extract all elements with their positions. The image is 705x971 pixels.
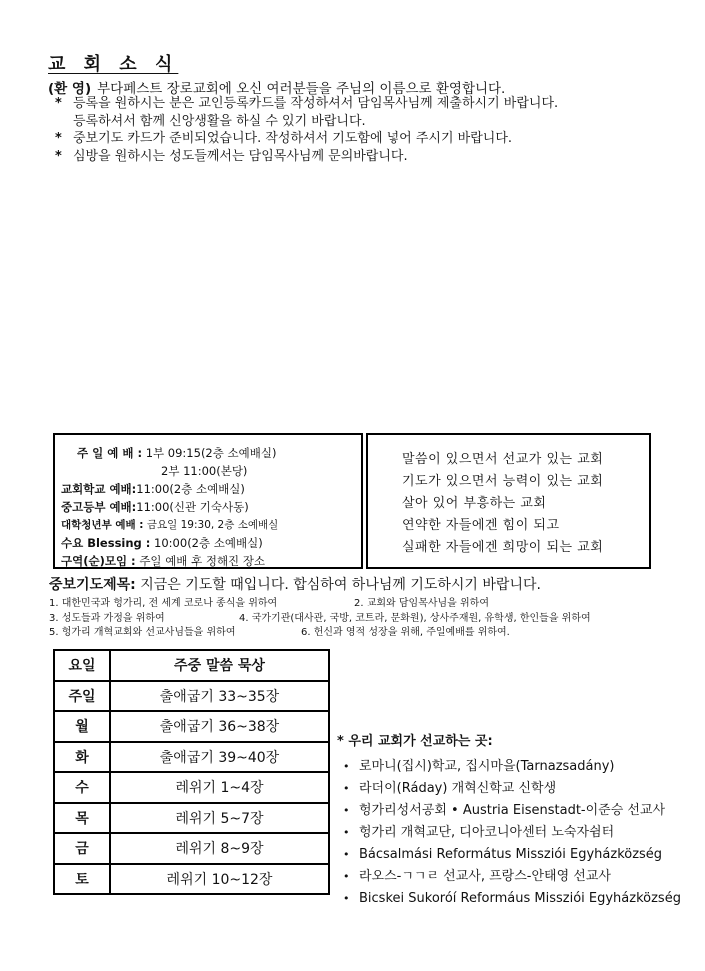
table-row bbox=[54, 711, 329, 742]
table-row bbox=[54, 864, 329, 895]
prayer-list bbox=[49, 597, 591, 641]
notice-text: 등록하셔서 함께 신앙생활을 하실 수 있기 바랍니다. bbox=[73, 113, 366, 129]
notice-text: 중보기도 카드가 준비되었습니다. 작성하셔서 기도함에 넣어 주시기 바랍니다. bbox=[73, 131, 513, 146]
header-reading: 주중 말씀 묵상 bbox=[110, 650, 329, 681]
schedule-value: 10:00(2층 소예배실) bbox=[154, 536, 263, 550]
schedule-row bbox=[55, 480, 361, 498]
schedule-row bbox=[55, 462, 361, 480]
church-motto-box bbox=[366, 433, 651, 569]
motto-line: 말씀이 있으면서 선교가 있는 교회 bbox=[402, 452, 604, 467]
prayer-item: 4. 국가기관(대사관, 국방, 코트라, 문화원), 상사주재원, 유학생, 한인들을 위하여 bbox=[239, 612, 591, 624]
reading-cell: 레위기 8~9장 bbox=[110, 833, 329, 864]
notice-item bbox=[55, 130, 558, 148]
motto-line: 살아 있어 부흥하는 교회 bbox=[402, 496, 547, 511]
star-bullet: * bbox=[55, 96, 62, 111]
notice-item-continued bbox=[55, 113, 558, 131]
welcome-text: 부다페스트 장로교회에 오신 여러분들을 주님의 이름으로 환영합니다. bbox=[97, 81, 506, 97]
schedule-value: 1부 09:15(2층 소예배실) bbox=[145, 446, 277, 460]
weekly-bible-reading-table bbox=[53, 649, 330, 895]
schedule-label: 중고등부 예배: bbox=[61, 500, 137, 514]
prayer-item: 5. 헝가리 개혁교회와 선교사님들을 위하여 bbox=[49, 627, 236, 638]
schedule-label: 구역(순)모임 : bbox=[61, 554, 136, 568]
prayer-row bbox=[49, 597, 489, 612]
notice-item bbox=[55, 148, 558, 166]
table-row bbox=[54, 681, 329, 712]
worship-schedule-box bbox=[53, 433, 363, 569]
reading-cell: 출애굽기 33~35장 bbox=[110, 681, 329, 712]
schedule-row bbox=[55, 498, 361, 516]
day-cell: 토 bbox=[54, 864, 110, 895]
list-item: • Bácsalmási Református Missziói Egyházközség bbox=[337, 844, 681, 866]
schedule-value: 2부 11:00(본당) bbox=[161, 464, 248, 478]
prayer-heading bbox=[49, 574, 541, 594]
list-item: • Bicskei Sukoróí Reformáus Missziói Egyházközség bbox=[337, 888, 681, 910]
notice-text: 등록을 원하시는 분은 교인등록카드를 작성하셔서 담임목사님께 제출하시기 바랍니다. bbox=[73, 96, 559, 111]
day-cell: 수 bbox=[54, 772, 110, 803]
schedule-label: 수요 Blessing : bbox=[61, 536, 151, 550]
day-cell: 화 bbox=[54, 742, 110, 773]
reading-cell: 레위기 1~4장 bbox=[110, 772, 329, 803]
notice-text: 심방을 원하시는 성도들께서는 담임목사님께 문의바랍니다. bbox=[73, 148, 408, 164]
page-title: 교 회 소 식 bbox=[48, 54, 179, 75]
prayer-item: 3. 성도들과 가정을 위하여 bbox=[49, 612, 165, 624]
schedule-row bbox=[55, 552, 361, 570]
welcome-label: (환 영) bbox=[48, 81, 92, 97]
star-bullet: * bbox=[55, 148, 62, 164]
day-cell: 목 bbox=[54, 803, 110, 834]
reading-cell: 레위기 5~7장 bbox=[110, 803, 329, 834]
prayer-row bbox=[49, 612, 591, 627]
reading-cell: 출애굽기 36~38장 bbox=[110, 711, 329, 742]
schedule-label: 교회학교 예배: bbox=[61, 482, 137, 496]
motto-line: 실패한 자들에겐 희망이 되는 교회 bbox=[402, 540, 604, 555]
notice-list bbox=[55, 95, 558, 165]
prayer-item: 1. 대한민국과 헝가리, 전 세계 코로나 종식을 위하여 bbox=[49, 598, 278, 609]
table-row bbox=[54, 742, 329, 773]
prayer-row bbox=[49, 626, 510, 641]
schedule-row bbox=[55, 444, 361, 462]
list-item: • 로마니(집시)학교, 집시마을(Tarnazsadány) bbox=[337, 756, 681, 778]
mission-heading: * 우리 교회가 선교하는 곳: bbox=[337, 734, 493, 749]
schedule-label: 대학청년부 예배 : bbox=[61, 519, 144, 531]
list-item: • 헝가리 개혁교단, 디아코니아센터 노숙자쉼터 bbox=[337, 822, 681, 844]
prayer-label: 중보기도제목: bbox=[49, 577, 136, 593]
list-item: • 라더이(Ráday) 개혁신학교 신학생 bbox=[337, 778, 681, 800]
reading-cell: 출애굽기 39~40장 bbox=[110, 742, 329, 773]
schedule-row bbox=[55, 534, 361, 552]
header-day: 요일 bbox=[54, 650, 110, 681]
prayer-item: 2. 교회와 담임목사님을 위하여 bbox=[354, 598, 489, 609]
reading-cell: 레위기 10~12장 bbox=[110, 864, 329, 895]
table-row bbox=[54, 803, 329, 834]
table-row bbox=[54, 833, 329, 864]
day-cell: 금 bbox=[54, 833, 110, 864]
schedule-value: 금요일 19:30, 2층 소예배실 bbox=[146, 519, 279, 531]
motto-line: 기도가 있으면서 능력이 있는 교회 bbox=[402, 474, 604, 489]
mission-list bbox=[337, 756, 681, 910]
day-cell: 월 bbox=[54, 711, 110, 742]
schedule-value: 주일 예배 후 정해진 장소 bbox=[139, 554, 266, 568]
star-bullet: * bbox=[55, 131, 62, 146]
list-item: • 라오스-ㄱㄱㄹ 선교사, 프랑스-안태영 선교사 bbox=[337, 866, 681, 888]
notice-item bbox=[55, 95, 558, 113]
mission-section bbox=[337, 730, 681, 910]
day-cell: 주일 bbox=[54, 681, 110, 712]
schedule-value: 11:00(2층 소예배실) bbox=[136, 482, 245, 496]
prayer-text: 지금은 기도할 때입니다. 합심하여 하나님께 기도하시기 바랍니다. bbox=[140, 577, 541, 593]
motto-line: 연약한 자들에겐 힘이 되고 bbox=[402, 518, 560, 533]
list-item: • 헝가리성서공회 • Austria Eisenstadt-이준승 선교사 bbox=[337, 800, 681, 822]
table-row bbox=[54, 772, 329, 803]
schedule-value: 11:00(신관 기숙사동) bbox=[136, 500, 249, 514]
prayer-item: 6. 헌신과 영적 성장을 위해, 주일예배를 위하여. bbox=[301, 627, 510, 638]
schedule-label: 주 일 예 배 : bbox=[77, 446, 143, 460]
table-header-row bbox=[54, 650, 329, 681]
welcome-line bbox=[48, 77, 505, 97]
schedule-row bbox=[55, 516, 361, 534]
